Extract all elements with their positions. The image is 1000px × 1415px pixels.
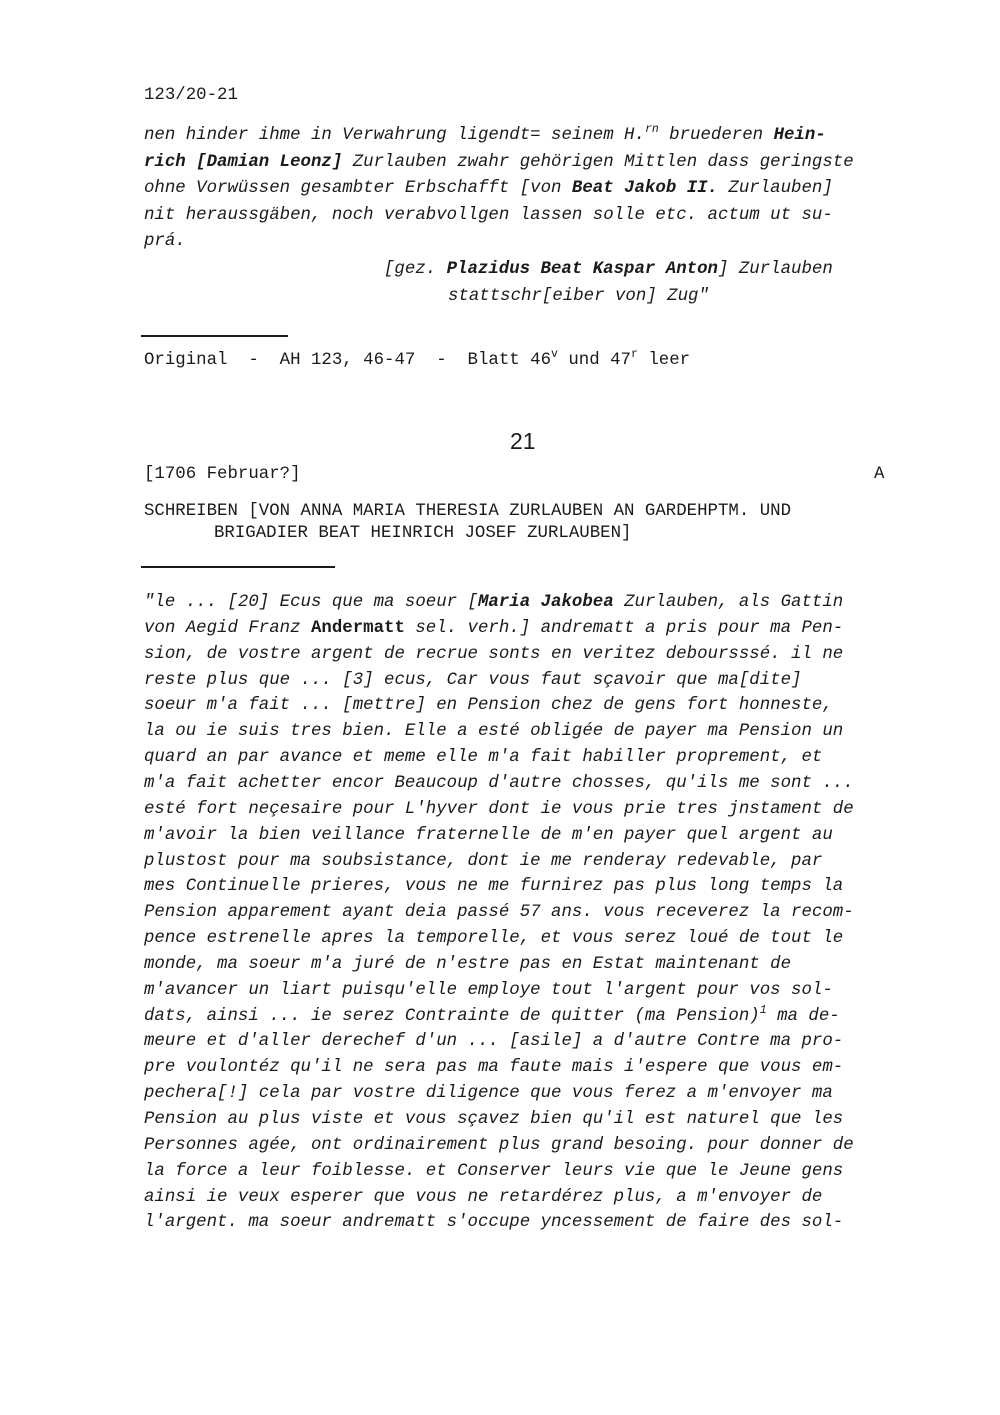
bold-name: Hein- xyxy=(773,126,826,145)
text-line xyxy=(144,903,854,922)
text-run: Original - AH 123, 46-47 - Blatt 46 xyxy=(144,351,552,370)
text-line xyxy=(144,696,833,715)
title-underline-rule xyxy=(141,566,335,568)
text-run: nen hinder ihme in Verwahrung ligendt= seinem H. xyxy=(144,126,645,145)
text-line xyxy=(144,852,822,871)
superscript: r xyxy=(630,348,638,362)
text-run: soeur m'a fait ... [mettre] en Pension chez de gens fort honneste, xyxy=(144,696,833,716)
text-run: nit heraussgäben, noch verabvollgen lassen solle etc. actum ut su- xyxy=(144,205,833,225)
text-run: ainsi ie veux esperer que vous ne retardérez plus, a m'envoyer de xyxy=(144,1187,823,1207)
text-line xyxy=(144,774,854,793)
text-run: meure et d'aller derechef d'un ... [asile] a d'autre Contre ma pro- xyxy=(144,1032,844,1052)
text-line xyxy=(144,826,833,845)
text-line xyxy=(144,1162,843,1181)
superscript: rn xyxy=(644,123,659,137)
text-line xyxy=(144,800,854,819)
text-run: sel. verh.] andrematt a pris pour ma Pen- xyxy=(404,618,844,638)
text-run: prá. xyxy=(144,232,186,252)
text-run: Zurlauben zwahr gehörigen Mittlen dass geringste xyxy=(342,152,854,172)
text-run: ] Zurlauben xyxy=(717,260,833,279)
text-line xyxy=(144,179,833,198)
text-run: m'a fait achetter encor Beaucoup d'autre chosses, qu'ils me sont ... xyxy=(144,773,854,793)
text-line xyxy=(144,1003,840,1026)
text-run: pre voulontéz qu'il ne sera pas ma faute mais i'espere que vous em- xyxy=(144,1058,844,1078)
text-run: la ou ie suis tres bien. Elle a esté obligée de payer ma Pension un xyxy=(144,722,844,742)
text-line xyxy=(144,671,801,690)
text-run: pechera[!] cela par vostre diligence que vous ferez a m'envoyer ma xyxy=(144,1084,833,1104)
text-run: Pension au plus viste et vous sçavez bien qu'il est naturel que les xyxy=(144,1110,844,1129)
text-line xyxy=(144,748,822,767)
text-run: ma de- xyxy=(766,1006,840,1026)
text-line xyxy=(384,260,833,279)
text-run: quard an par avance et meme elle m'a fait habiller proprement, et xyxy=(144,748,823,768)
text-line xyxy=(144,348,691,370)
separator-rule xyxy=(141,335,288,337)
text-run: Personnes agée, ont ordinairement plus grand besoing. pour donner de xyxy=(144,1135,854,1155)
bold-name: Beat Jakob II. xyxy=(571,179,718,199)
text-run: mes Continuelle prieres, vous ne me furnirez pas plus long temps la xyxy=(144,877,844,897)
text-line xyxy=(144,1084,833,1103)
document-number: 21 xyxy=(510,428,536,454)
text-line xyxy=(448,287,709,306)
document-title: SCHREIBEN [VON ANNA MARIA THERESIA ZURLAUBEN AN GARDEHPTM. UND xyxy=(144,502,792,521)
text-line xyxy=(144,645,843,664)
text-line xyxy=(144,1058,843,1077)
text-line xyxy=(144,153,854,172)
superscript: v xyxy=(551,348,558,362)
text-line xyxy=(144,123,826,145)
bold-name: rich [Damian Leonz] xyxy=(144,152,343,172)
bold-name: Andermatt xyxy=(310,618,405,638)
text-line xyxy=(144,619,843,638)
bold-name: Maria Jakobea xyxy=(477,593,614,612)
document-type-code: A xyxy=(874,465,885,484)
text-line xyxy=(144,206,833,225)
text-line xyxy=(144,929,843,948)
text-line xyxy=(144,722,843,741)
text-run: dats, ainsi ... ie serez Contrainte de quitter (ma Pension) xyxy=(144,1006,760,1026)
text-run: m'avancer un liart puisqu'elle employe tout l'argent pour vos sol- xyxy=(144,980,833,1000)
text-line xyxy=(144,1213,843,1232)
text-run: sion, de vostre argent de recrue sonts en veritez deboursssé. il ne xyxy=(144,644,844,664)
text-run: "le ... [20] Ecus que ma soeur [ xyxy=(144,593,478,612)
text-run: l'argent. ma soeur andrematt s'occupe yncessement de faire des sol- xyxy=(144,1213,844,1233)
document-date: [1706 Februar?] xyxy=(144,465,301,484)
text-line xyxy=(144,232,186,251)
text-line xyxy=(144,955,791,974)
text-run: plustost pour ma soubsistance, dont ie me renderay redevable, par xyxy=(144,851,823,871)
text-run: Pension apparement ayant deia passé 57 ans. vous receverez la recom- xyxy=(144,903,854,923)
text-run: bruederen xyxy=(658,126,774,145)
text-run: leer xyxy=(637,351,691,370)
text-run: ohne Vorwüssen gesambter Erbschafft [von xyxy=(144,179,572,199)
text-run: und 47 xyxy=(557,351,631,370)
superscript: 1 xyxy=(759,1003,767,1017)
page-reference: 123/20-21 xyxy=(144,86,238,105)
text-run: monde, ma soeur m'a juré de n'estre pas en Estat maintenant de xyxy=(144,954,792,974)
text-run: Zurlauben] xyxy=(718,179,833,199)
text-run: Zurlauben, als Gattin xyxy=(613,593,844,612)
text-line xyxy=(144,981,833,1000)
text-line xyxy=(144,1136,854,1155)
text-run: reste plus que ... [3] ecus, Car vous faut sçavoir que ma[dite] xyxy=(144,670,802,690)
text-run: stattschr[eiber von] Zug" xyxy=(448,287,709,306)
text-run: pence estrenelle apres la temporelle, et vous serez loué de tout le xyxy=(144,929,844,949)
text-line xyxy=(144,1188,822,1207)
document-title-continued: BRIGADIER BEAT HEINRICH JOSEF ZURLAUBEN] xyxy=(214,524,632,543)
text-run: von Aegid Franz xyxy=(144,618,311,638)
text-line xyxy=(144,1110,843,1129)
text-line xyxy=(144,1032,843,1051)
text-run: m'avoir la bien veillance fraternelle de m'en payer quel argent au xyxy=(144,825,833,845)
text-run: la force a leur foiblesse. et Conserver leurs vie que le Jeune gens xyxy=(144,1161,844,1181)
text-run: [gez. xyxy=(384,260,447,279)
text-run: esté fort neçesaire pour L'hyver dont ie vous prie tres jnstament de xyxy=(144,799,854,819)
bold-name: Plazidus Beat Kaspar Anton xyxy=(446,260,718,279)
text-line xyxy=(144,593,843,612)
text-line xyxy=(144,877,843,896)
